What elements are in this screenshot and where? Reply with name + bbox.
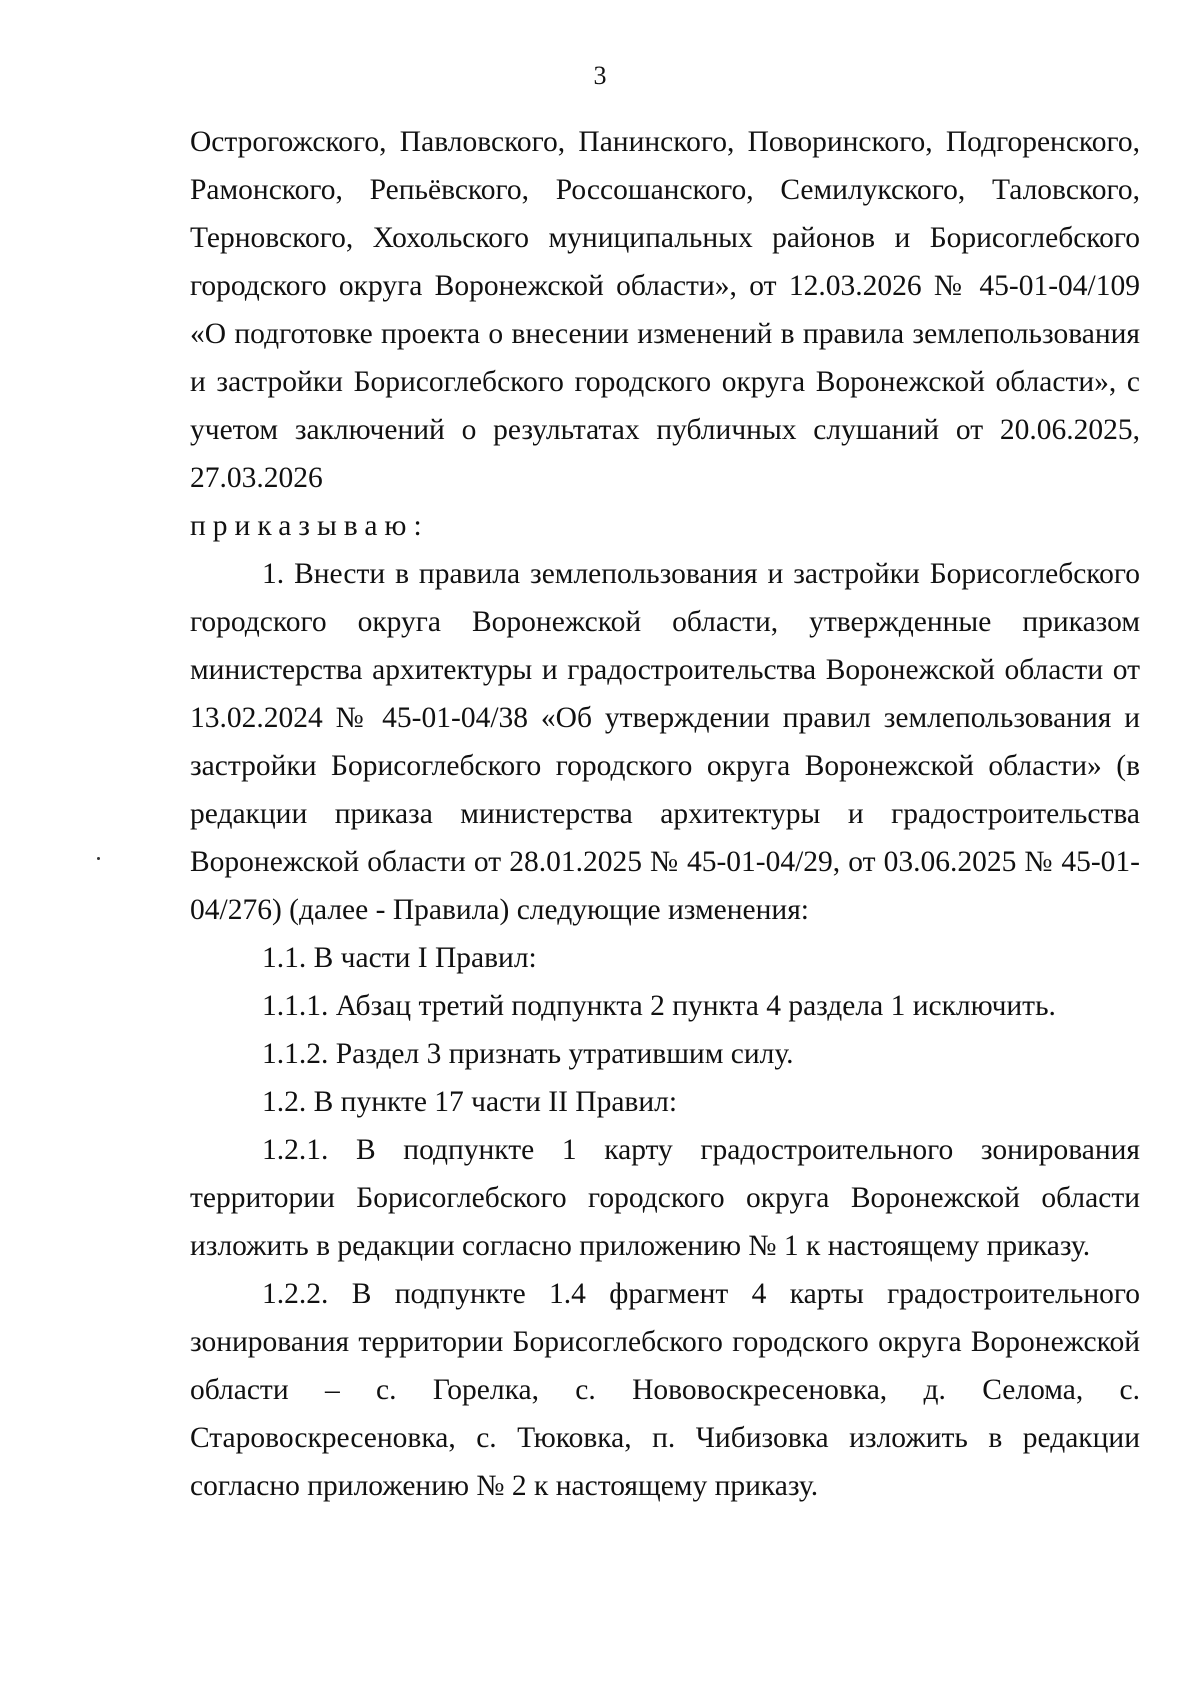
- paragraph-item-1-1-2: 1.1.2. Раздел 3 признать утратившим силу.: [262, 1038, 794, 1070]
- page-number: 3: [593, 61, 607, 90]
- document-body: [190, 118, 1140, 1510]
- paragraph-item-1: 1. Внести в правила землепользования и застройки Борисоглебского городского округа Воронежской области, утвержденные приказом министерства архитектуры и градостроительства Воронежской области от 13.02.2024 № 45-01-04/38 «Об утверждении правил землепользования и застройки Борисоглебского городского округа Воронежской области» (в редакции приказа министерства архитектуры и градостроительства Воронежской области от 28.01.2025 № 45-01-04/29, от 03.06.2025 № 45-01-04/276) (далее - Правила) следующие изменения:: [190, 558, 1140, 926]
- paragraph-item-1-1-1: 1.1.1. Абзац третий подпункта 2 пункта 4 раздела 1 исключить.: [262, 990, 1056, 1022]
- paragraph-item-1-2-1: 1.2.1. В подпункте 1 карту градостроительного зонирования территории Борисоглебского городского округа Воронежской области изложить в редакции согласно приложению № 1 к настоящему приказу.: [190, 1134, 1140, 1262]
- paragraph-preamble: Острогожского, Павловского, Панинского, Поворинского, Подгоренского, Рамонского, Репьёвского, Россошанского, Семилукского, Таловского, Терновского, Хохольского муниципальных районов и Борисоглебского городского округа Воронежской области», от 12.03.2026 № 45-01-04/109 «О подготовке проекта о внесении изменений в правила землепользования и застройки Борисоглебского городского округа Воронежской области», с учетом заключений о результатах публичных слушаний от 20.06.2025, 27.03.2026: [190, 126, 1140, 494]
- scan-speck: [97, 857, 100, 860]
- paragraph-order-word: приказываю:: [190, 510, 429, 542]
- paragraph-item-1-2-2: 1.2.2. В подпункте 1.4 фрагмент 4 карты градостроительного зонирования территории Борисоглебского городского округа Воронежской области – с. Горелка, с. Нововоскресеновка, д. Селома, с. Старовоскресеновка, с. Тюковка, п. Чибизовка изложить в редакции согласно приложению № 2 к настоящему приказу.: [190, 1278, 1140, 1502]
- paragraph-item-1-1: 1.1. В части I Правил:: [262, 942, 537, 974]
- paragraph-item-1-2: 1.2. В пункте 17 части II Правил:: [262, 1086, 678, 1118]
